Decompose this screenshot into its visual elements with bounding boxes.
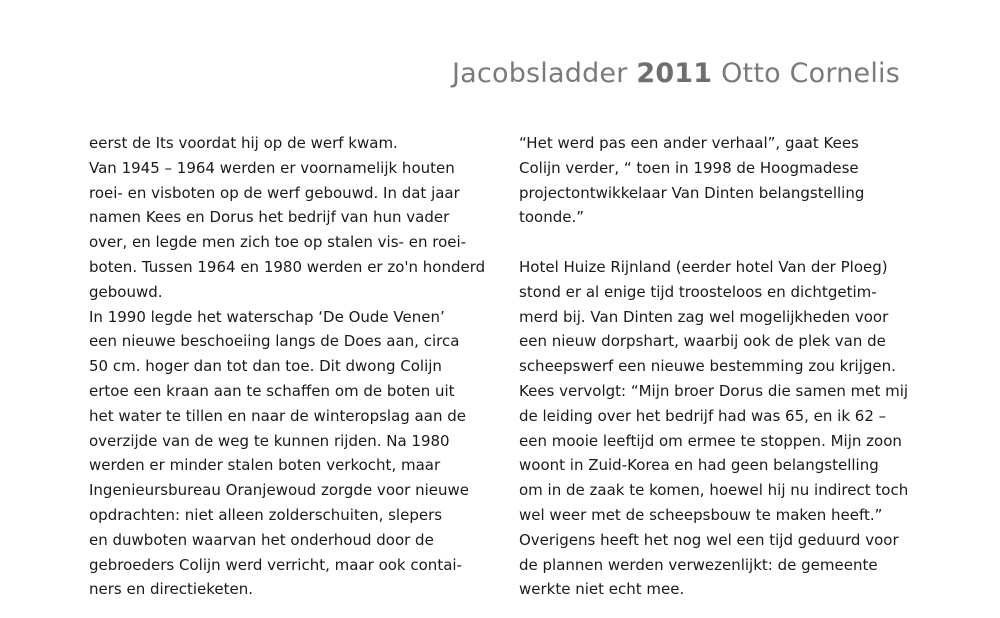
text-line: gebouwd.: [89, 282, 163, 301]
text-line: toonde.”: [519, 208, 585, 227]
text-line: werkte niet echt mee.: [519, 580, 685, 599]
text-line: de leiding over het bedrijf had was 65, en ik 62 –: [519, 406, 887, 425]
text-line: namen Kees en Dorus het bedrijf van hun vader: [89, 208, 450, 227]
text-line: roei- en visboten op de werf gebouwd. In dat jaar: [89, 183, 460, 202]
text-line: de plannen werden verwezenlijkt: de gemeente: [519, 555, 878, 574]
paragraph-quote: [519, 131, 914, 230]
text-line: wel weer met de scheepsbouw te maken heeft.”: [519, 505, 883, 524]
left-text-column: [89, 131, 484, 602]
text-line: een nieuw dorpshart, waarbij ook de plek van de: [519, 332, 886, 351]
right-text-column: [519, 131, 914, 602]
text-line: scheepswerf een nieuwe bestemming zou krijgen.: [519, 357, 896, 376]
text-line: overzijde van de weg te kunnen rijden. Na 1980: [89, 431, 450, 450]
paragraph-spacer: [519, 230, 914, 255]
text-line: het water te tillen en naar de winteropslag aan de: [89, 406, 466, 425]
text-line: Hotel Huize Rijnland (eerder hotel Van der Ploeg): [519, 257, 888, 276]
text-line: ners en directieketen.: [89, 580, 254, 599]
text-line: In 1990 legde het waterschap ‘De Oude Venen’: [89, 307, 445, 326]
text-line: een mooie leeftijd om ermee te stoppen. Mijn zoon: [519, 431, 902, 450]
text-line: “Het werd pas een ander verhaal”, gaat Kees: [519, 134, 859, 152]
text-line: gebroeders Colijn werd verricht, maar ook contai-: [89, 555, 462, 574]
text-line: opdrachten: niet alleen zolderschuiten, slepers: [89, 505, 443, 524]
text-line: Colijn verder, “ toen in 1998 de Hoogmadese: [519, 158, 859, 177]
page-header: [452, 58, 900, 89]
text-line: werden er minder stalen boten verkocht, maar: [89, 456, 441, 475]
text-line: projectontwikkelaar Van Dinten belangstelling: [519, 183, 865, 202]
paragraph-hotel: [519, 255, 914, 602]
header-author: Otto Cornelis: [721, 58, 900, 89]
text-line: een nieuwe beschoeiing langs de Does aan, circa: [89, 332, 460, 351]
text-line: om in de zaak te komen, hoewel hij nu indirect toch: [519, 481, 909, 500]
header-title: Jacobsladder: [452, 58, 628, 89]
text-line: merd bij. Van Dinten zag wel mogelijkheden voor: [519, 307, 889, 326]
text-line: over, en legde men zich toe op stalen vis- en roei-: [89, 233, 467, 252]
header-year: 2011: [636, 58, 713, 89]
text-line: Van 1945 – 1964 werden er voornamelijk houten: [89, 158, 455, 177]
text-line: Overigens heeft het nog wel een tijd geduurd voor: [519, 530, 899, 549]
text-line: Ingenieursbureau Oranjewoud zorgde voor nieuwe: [89, 481, 470, 500]
text-line: 50 cm. hoger dan tot dan toe. Dit dwong Colijn: [89, 357, 442, 376]
text-line: stond er al enige tijd troosteloos en dichtgetim-: [519, 282, 877, 301]
text-line: en duwboten waarvan het onderhoud door de: [89, 530, 434, 549]
text-line: boten. Tussen 1964 en 1980 werden er zo'n honderd: [89, 257, 486, 276]
text-line: ertoe een kraan aan te schaffen om de boten uit: [89, 381, 455, 400]
text-line: Kees vervolgt: “Mijn broer Dorus die samen met mij: [519, 381, 909, 400]
text-line: eerst de Its voordat hij op de werf kwam.: [89, 134, 398, 152]
text-line: woont in Zuid-Korea en had geen belangstelling: [519, 456, 879, 475]
